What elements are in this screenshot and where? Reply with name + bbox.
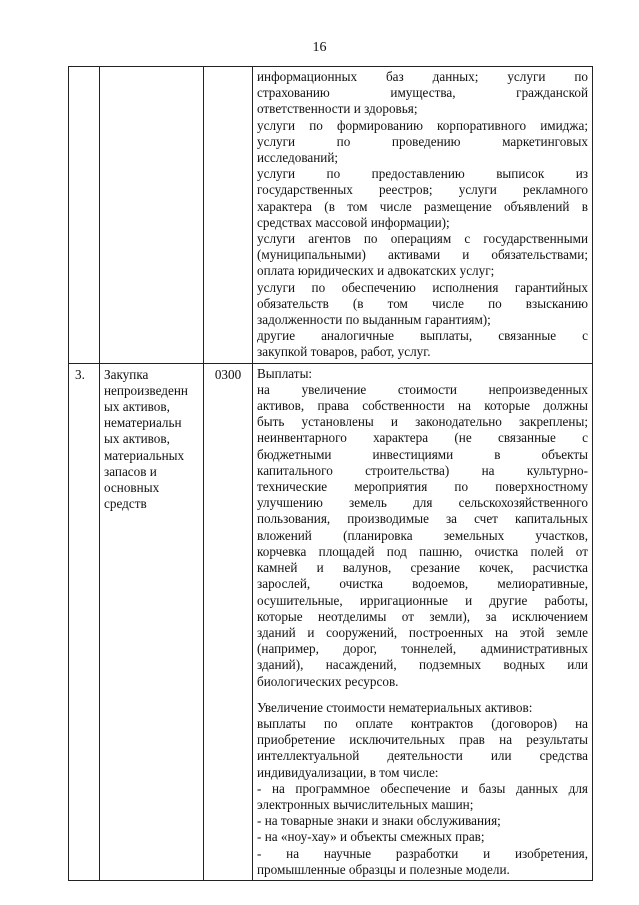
page-number: 16 [312, 40, 327, 55]
text-line: зданий), насаждений, подземных водных или [257, 657, 588, 673]
text-line: задолженности по выданным гарантиям); [257, 312, 491, 328]
expense-table [68, 66, 593, 881]
row-description-cell [253, 67, 593, 364]
text-line: обязательств (в том числе по взысканию [257, 295, 588, 311]
text-line: зарослей, очистка водоемов, мелиоративные, [257, 576, 588, 592]
text-line: быть установлены и законодательно закреплены; [257, 414, 588, 430]
text-line: услуги по формированию корпоративного имиджа; [257, 117, 588, 133]
text-line: приобретение исключительных прав на результаты [257, 732, 588, 748]
text-line: другие аналогичные выплаты, связанные с [257, 328, 588, 344]
text-line: неинвентарного характера (не связанные с [257, 430, 588, 446]
row-number-cell [69, 363, 100, 880]
text-line: исследований; [257, 150, 339, 166]
text-line: пользования, производимые за счет капитальных [257, 511, 588, 527]
description-paragraph-1 [257, 366, 588, 690]
row-name-line: запасов и [104, 463, 157, 479]
text-line: (например, дорог, тоннелей, административных [257, 641, 588, 657]
text-line: - на «ноу-хау» и объекты смежных прав; [257, 829, 485, 845]
text-line: активов, права собственности на которые должны [257, 398, 588, 414]
text-line: биологических ресурсов. [257, 673, 399, 689]
row-number: 3. [75, 366, 85, 382]
text-line: интеллектуальной деятельности или средства [257, 748, 588, 764]
text-line: - на программное обеспечение и базы данных для [257, 780, 588, 796]
text-line: (муниципальными) активами и обязательствами; [257, 247, 588, 263]
text-line: средствах массовой информации); [257, 214, 450, 230]
row-name-line: материальных [104, 447, 185, 463]
description-paragraph-2 [257, 700, 588, 878]
text-line: услуги агентов по операциям с государственными [257, 231, 588, 247]
row-description-text [253, 67, 592, 363]
text-line: информационных баз данных; услуги по [257, 69, 588, 84]
text-line: характера (в том числе размещение объявлений в [257, 198, 588, 214]
text-line: выплаты по оплате контрактов (договоров) на [257, 715, 588, 731]
text-line: корчевка площадей под пашню, очистка полей от [257, 543, 588, 559]
text-line: вложений (планировка земельных участков, [257, 527, 588, 543]
text-line: страхованию имущества, гражданской [257, 85, 588, 101]
text-line: камней и валунов, срезание кочек, расчистка [257, 560, 588, 576]
text-line: индивидуализации, в том числе: [257, 764, 439, 780]
text-line: которые неотделимы от земли), за исключением [257, 608, 588, 624]
text-line: Увеличение стоимости нематериальных активов: [257, 699, 533, 715]
table-row-continued [69, 67, 593, 364]
row-description-text [253, 364, 592, 880]
text-line: Выплаты: [257, 365, 313, 381]
row-code: 0300 [214, 366, 242, 382]
text-line: на увеличение стоимости непроизведенных [257, 381, 588, 397]
row-code-cell [204, 363, 253, 880]
text-line: электронных вычислительных машин; [257, 796, 474, 812]
text-line: ответственности и здоровья; [257, 101, 418, 117]
row-name-line: ых активов, [104, 431, 170, 447]
table-row-purchase [69, 363, 593, 880]
row-name-line: ых активов, [104, 399, 170, 415]
text-line: услуги по обеспечению исполнения гарантийных [257, 279, 588, 295]
text-line: капитального строительства) на культурно- [257, 462, 588, 478]
row-name [100, 364, 203, 513]
row-name-line: средств [104, 496, 147, 512]
text-line: бюджетными инвестициями в объекты [257, 446, 588, 462]
row-name-cell [100, 67, 204, 364]
text-line: - на товарные знаки и знаки обслуживания; [257, 813, 501, 829]
row-name-cell [100, 363, 204, 880]
row-name-line: Закупка [104, 366, 149, 382]
text-line: промышленные образцы и полезные модели. [257, 861, 510, 877]
text-line: оплата юридических и адвокатских услуг; [257, 263, 495, 279]
text-line: улучшению земель для сельскохозяйственного [257, 495, 588, 511]
row-name-line: непроизведенн [104, 382, 188, 398]
row-number-cell [69, 67, 100, 364]
text-line: зданий и сооружений, построенных на этой земле [257, 624, 588, 640]
text-line: технические мероприятия по поверхностному [257, 479, 588, 495]
row-description-cell [253, 363, 593, 880]
text-line: услуги по проведению маркетинговых [257, 133, 588, 149]
text-line: закупкой товаров, работ, услуг. [257, 344, 431, 360]
row-name-line: нематериальн [104, 415, 182, 431]
text-line: осушительные, ирригационные и другие работы, [257, 592, 588, 608]
row-name-line: основных [104, 480, 160, 496]
row-code-cell [204, 67, 253, 364]
text-line: государственных реестров; услуги рекламного [257, 182, 588, 198]
text-line: - на научные разработки и изобретения, [257, 845, 588, 861]
text-line: услуги по предоставлению выписок из [257, 166, 588, 182]
